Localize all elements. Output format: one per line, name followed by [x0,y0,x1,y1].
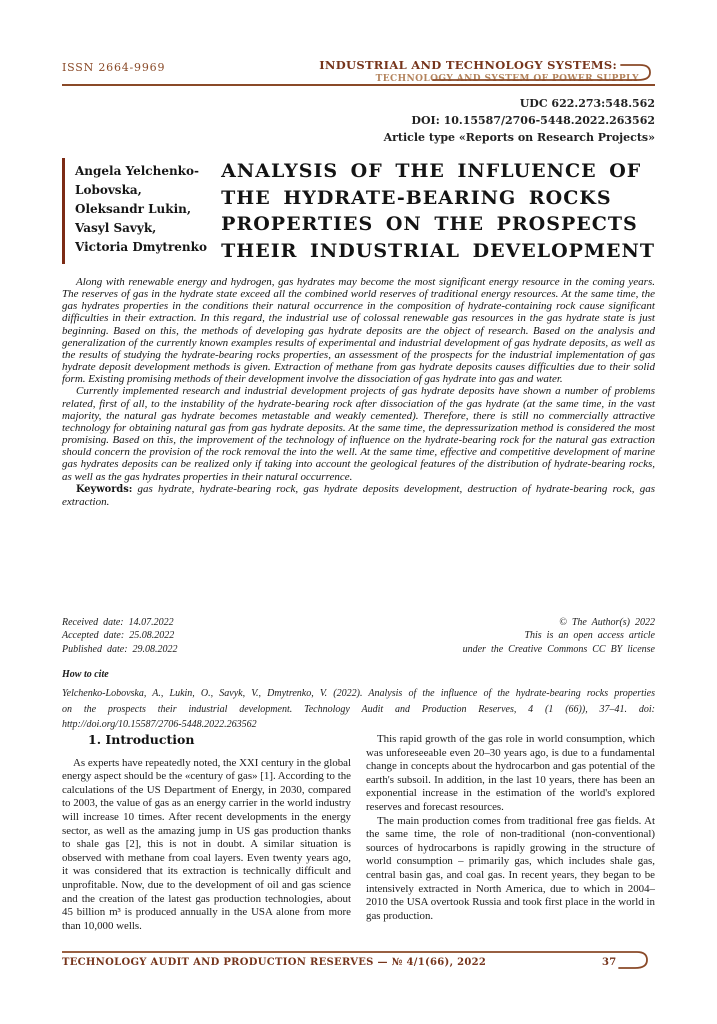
author-name: Victoria Dmytrenko [75,240,207,254]
copyright-line: This is an open access article [524,630,655,642]
dates-row [62,616,655,656]
title-line: THE HYDRATE-BEARING ROCKS [221,186,612,209]
copyright-line: © The Author(s) 2022 [559,617,655,628]
right-column [366,733,655,933]
left-column [62,733,351,933]
abstract-paragraph: Along with renewable energy and hydrogen, gas hydrates may become the most significant energy resource in the coming years. The reserves of gas in the hydrate state exceed all the combined world reserves of traditional energy resources. At the same time, the gas hydrates properties in the conditions their natural occurrence in the composition of hydrate-containing rock cause significant difficulties in their extraction. In this regard, the industrial use of colossal renewable gas resources in the gas hydrate state is just beginning. Based on this, the methods of developing gas hydrate deposits are the object of research. Based on the analysis and generalization of the currently known examples results of experimental and industrial development of gas hydrate deposits, as well as the results of studying the hydrate-bearing rocks properties, an assessment of the prospects for the industrial implementation of gas hydrate deposit development methods is given. Extraction of methane from gas hydrate deposits causes difficulties due to their solid form. Existing promising methods of their development involve the dissociation of gas hydrate into gas and water. [62,276,655,386]
dates-block [62,616,178,656]
header-divider [62,84,655,86]
udc-label: UDC 622.273:548.562 [519,97,655,110]
how-to-cite-label: How to cite [62,669,109,680]
doi-label: DOI: 10.15587/2706-5448.2022.263562 [411,114,655,127]
issn-label: ISSN 2664-9969 [62,61,166,74]
body-paragraph: As experts have repeatedly noted, the XXI century in the global energy aspect should be the «century of gas» [1]. According to the calculations of the US Department of Energy, in 2030, compared to 2003, the value of gas as an energy carrier in the world industry will increase 10 times. After recent developments in the energy sector, as well as the amazing jump in US gas production thanks to shale gas [2], this is not in doubt. A similar situation is observed with methane from coal layers. Even twenty years ago, it was considered that its extraction is technically difficult and unprofitable. Now, due to the development of oil and gas science and the creation of the latest gas production technologies, about 45 billion m³ is produced annually in the USA alone from more than 10,000 wells. [62,756,351,932]
title-line: THEIR INDUSTRIAL DEVELOPMENT [221,239,655,262]
page-number: 37 [602,957,617,968]
journal-title: INDUSTRIAL AND TECHNOLOGY SYSTEMS: [319,58,617,72]
article-type-label: Article type «Reports on Research Projects» [383,131,655,144]
abstract-paragraph: Currently implemented research and industrial development projects of gas hydrate deposits have shown a number of problems related, first of all, to the instability of the hydrate-bearing rock after dissociation of the gas hydrate (at the same time, in the vast majority, the natural gas hydrate becomes metastable and weakly cemented). Therefore, there is still no commercially attractive technology for obtaining natural gas from gas hydrate deposits. At the same time, the depressurization method is considered the most promising. Based on this, the improvement of the technology of influence on the hydrate-bearing rock for the natural gas extraction should concern the provision of the rock removal the into the well. At the same time, effective and competitive development of marine gas hydrates deposits can be realized only if taking into account the geological features of the distribution of hydrate-bearing rocks, as well as the gas hydrates properties in their natural occurrence. [62,385,655,483]
title-line: ANALYSIS OF THE INFLUENCE OF [221,160,642,182]
body-paragraph: This rapid growth of the gas role in world consumption, which was unforeseeable even 20–30 years ago, is due to a fundamental change in concepts about the hydrocarbon and gas potential of the earth's subsoil. In addition, in the last 10 years, there has been an exponential increase in the estimation of the world's explored reserves and forecast resources. [366,733,655,813]
received-date: Received date: 14.07.2022 [62,617,174,628]
article-title [221,158,655,264]
copyright-line: under the Creative Commons CC BY license [462,643,655,655]
journal-bracket-shape [428,58,660,86]
body-paragraph: The main production comes from traditional free gas fields. At the same time, the role of non-traditional (non-conventional) sources of hydrocarbons is rapidly growing in the structure of world consumption – primarily gas, which includes shale gas, central basin gas, and coal gas. In recent years, they began to be intensively extracted in North America, due to which in 2004–2010 the USA overtook Russia and took first place in the world in gas production. [366,814,655,922]
author-name: Vasyl Savyk, [75,221,157,235]
footer-journal-label: TECHNOLOGY AUDIT AND PRODUCTION RESERVES — № 4/1(66), 2022 [62,957,487,968]
copyright-block [463,616,655,656]
published-date: Published date: 29.08.2022 [62,643,178,655]
section-heading-introduction: 1. Introduction [88,732,195,747]
byline-block [62,158,655,264]
article-meta [62,95,655,146]
author-name: Angela Yelchenko-Lobovska, [75,164,199,197]
author-name: Oleksandr Lukin, [75,202,192,216]
title-line: PROPERTIES ON THE PROSPECTS [221,213,638,235]
how-to-cite-block [62,669,655,733]
keywords-label: Keywords: [76,483,133,495]
keywords-line [62,483,655,508]
authors-block [62,158,221,264]
keywords-text: gas hydrate, hydrate-bearing rock, gas hydrate deposits development, destruction of hydrate-bearing rock, gas extraction. [62,482,655,508]
body-columns [62,733,655,933]
abstract-block [62,276,655,508]
citation-text: Yelchenko-Lobovska, A., Lukin, O., Savyk, V., Dmytrenko, V. (2022). Analysis of the influence of the hydrate-bearing rocks properties on the prospects their industrial development. Technology Audit and Production Reserves, 4 (1 (66)), 37–41. doi: http://doi.org/10.15587/2706-5448.2022.263562 [62,688,655,730]
accepted-date: Accepted date: 25.08.2022 [62,630,175,642]
footer [62,957,655,968]
journal-subtitle: TECHNOLOGY AND SYSTEM OF POWER SUPPLY [375,74,639,84]
